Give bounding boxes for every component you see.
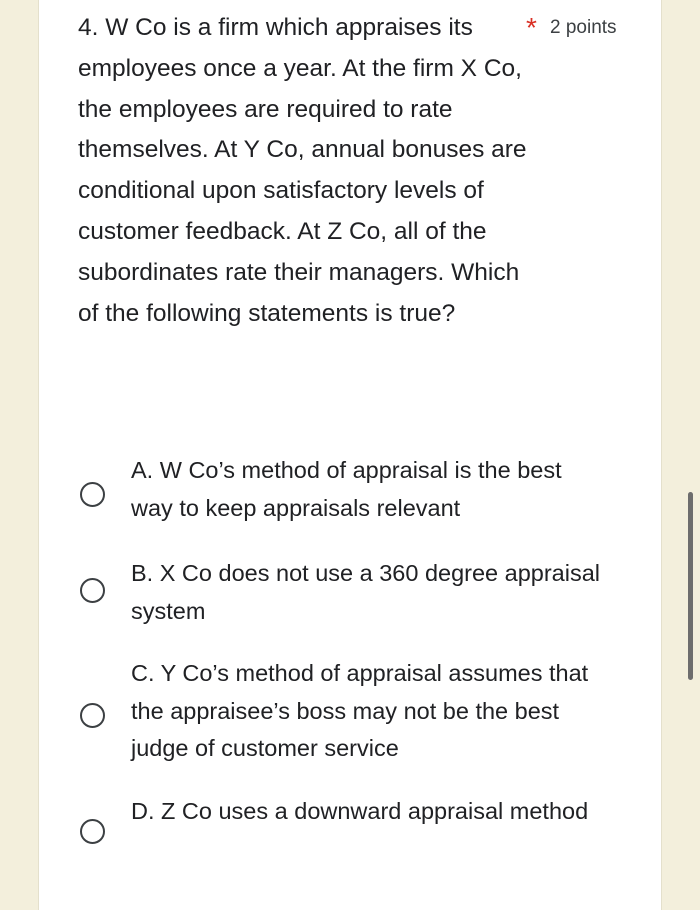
option-b-label: B. X Co does not use a 360 degree appraisal system bbox=[131, 560, 601, 624]
radio-button-b[interactable] bbox=[80, 578, 105, 603]
radio-button-a[interactable] bbox=[80, 482, 105, 507]
scrollbar[interactable] bbox=[688, 492, 693, 680]
radio-button-d[interactable] bbox=[80, 819, 105, 844]
radio-button-c[interactable] bbox=[80, 703, 105, 728]
option-d-label: D. Z Co uses a downward appraisal method bbox=[131, 798, 589, 824]
required-asterisk: * bbox=[526, 12, 537, 43]
question-text: 4. W Co is a firm which appraises its employees once a year. At the firm X Co, the employees are required to rate themselves. At Y Co, annual bonuses are conditional upon satisfactory levels of customer feedback. At Z Co, all of the subordinates rate their managers. Which of the following statements is true? bbox=[78, 14, 527, 327]
points-label: 2 points bbox=[550, 17, 617, 38]
option-a-label: A. W Co’s method of appraisal is the best way to keep appraisals relevant bbox=[131, 457, 562, 521]
option-c-label: C. Y Co’s method of appraisal assumes that the appraisee’s boss may not be the best judge of customer service bbox=[131, 660, 589, 761]
